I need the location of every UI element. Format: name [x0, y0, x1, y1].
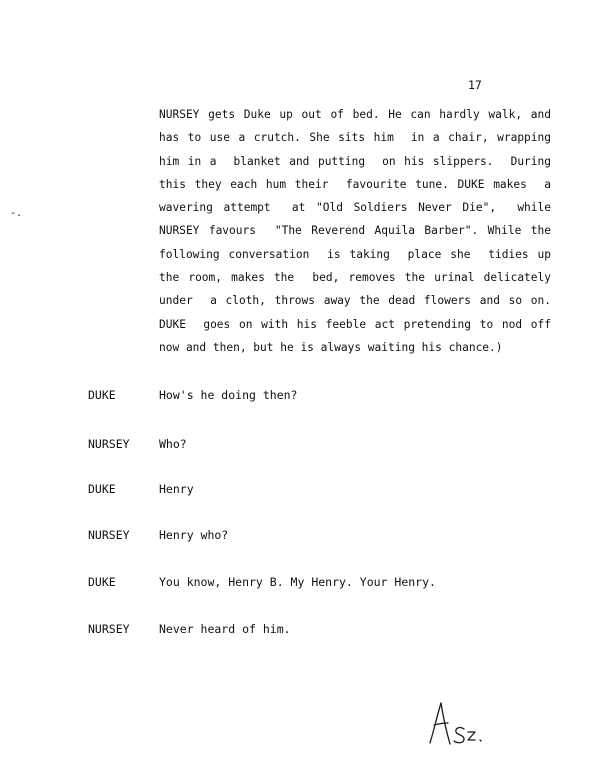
stage-direction-line: following conversation is taking place she tidies up: [159, 247, 551, 261]
stage-direction: [159, 103, 551, 359]
speaker-name: NURSEY: [88, 437, 130, 451]
speaker-name: DUKE: [88, 388, 116, 402]
speech-text: Who?: [159, 437, 187, 451]
speaker-name: NURSEY: [88, 622, 130, 636]
speech-text: How's he doing then?: [159, 388, 298, 402]
speech-text: Henry who?: [159, 528, 229, 542]
stage-direction-line: NURSEY gets Duke up out of bed. He can hardly walk, and: [159, 108, 551, 121]
speech-text: You know, Henry B. My Henry. Your Henry.: [159, 575, 436, 589]
stage-direction-line: him in a blanket and putting on his slippers. During: [159, 154, 551, 168]
page-number: 17: [468, 78, 482, 92]
speech-text: Henry: [159, 482, 194, 496]
stage-direction-line: the room, makes the bed, removes the urinal delicately: [159, 271, 551, 285]
stage-direction-line: has to use a crutch. She sits him in a chair, wrapping: [159, 131, 551, 145]
handwritten-initials-drawing: [428, 700, 498, 750]
stage-direction-line: under a cloth, throws away the dead flowers and so on.: [159, 294, 551, 308]
speaker-name: DUKE: [88, 575, 116, 589]
signature-strokes: [430, 703, 481, 744]
dialogue-line: [0, 437, 600, 457]
stage-direction-line: now and then, but he is always waiting his chance.): [159, 340, 503, 354]
stage-direction-line: wavering attempt at "Old Soldiers Never Die", while: [159, 201, 551, 215]
speech-text: Never heard of him.: [159, 622, 291, 636]
stage-direction-line: NURSEY favours "The Reverend Aquila Barber". While the: [159, 224, 551, 238]
stage-direction-line: DUKE goes on with his feeble act pretending to nod off: [159, 317, 551, 331]
handwritten-initials: [428, 700, 498, 754]
stage-direction-line: this they each hum their favourite tune. DUKE makes a: [159, 177, 551, 191]
dialogue-line: [0, 528, 600, 548]
speaker-name: DUKE: [88, 482, 116, 496]
dialogue-line: [0, 575, 600, 595]
dialogue-line: [0, 622, 600, 642]
dialogue-line: [0, 388, 600, 408]
margin-mark: -.: [10, 208, 23, 219]
speaker-name: NURSEY: [88, 528, 130, 542]
dialogue-line: [0, 482, 600, 502]
